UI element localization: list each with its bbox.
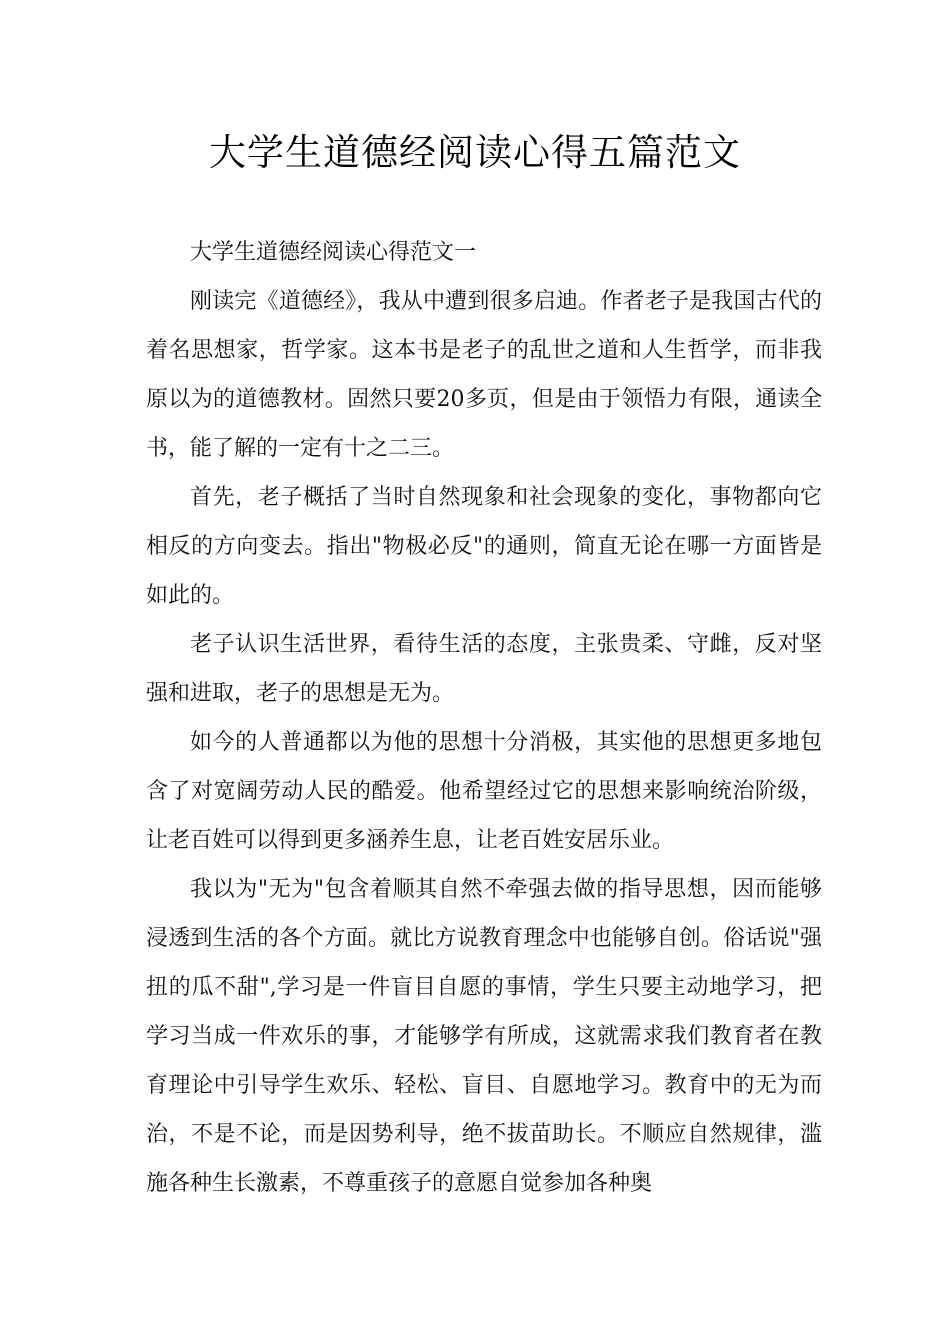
paragraph: 首先，老子概括了当时自然现象和社会现象的变化，事物都向它相反的方向变去。指出"物极必反"的通则，简直无论在哪一方面皆是如此的。 bbox=[146, 485, 822, 608]
document-body bbox=[146, 228, 822, 1208]
paragraph: 我以为"无为"包含着顺其自然不牵强去做的指导思想，因而能够浸透到生活的各个方面。就比方说教育理念中也能够自创。俗话说"强扭的瓜不甜",学习是一件盲目自愿的事情，学生只要主动地学习，把学习当成一件欢乐的事，才能够学有所成，这就需求我们教育者在教育理论中引导学生欢乐、轻松、盲目、自愿地学习。教育中的无为而治，不是不论，而是因势利导，绝不拔苗助长。不顺应自然规律，滥施各种生长激素，不尊重孩子的意愿自觉参加各种奥 bbox=[146, 877, 822, 1196]
paragraph: 老子认识生活世界，看待生活的态度，主张贵柔、守雌，反对坚强和进取，老子的思想是无为。 bbox=[146, 632, 822, 706]
paragraph: 刚读完《道德经》，我从中遭到很多启迪。作者老子是我国古代的着名思想家，哲学家。这本书是老子的乱世之道和人生哲学，而非我原以为的道德教材。固然只要20多页，但是由于领悟力有限，通读全书，能了解的一定有十之二三。 bbox=[146, 289, 822, 461]
document-title: 大学生道德经阅读心得五篇范文 bbox=[209, 131, 741, 174]
paragraph: 如今的人普通都以为他的思想十分消极，其实他的思想更多地包含了对宽阔劳动人民的酷爱。他希望经过它的思想来影响统治阶级，让老百姓可以得到更多涵养生息，让老百姓安居乐业。 bbox=[146, 730, 822, 853]
section-heading: 大学生道德经阅读心得范文一 bbox=[190, 240, 477, 265]
